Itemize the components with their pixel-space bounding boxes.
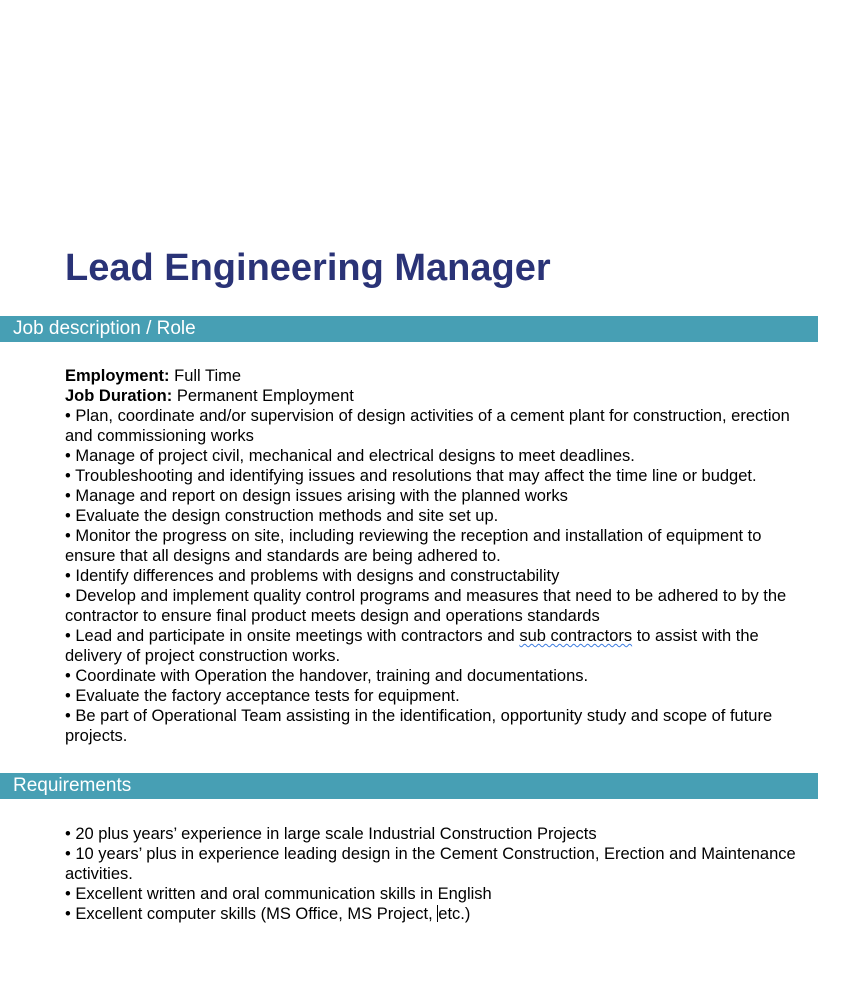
bullet-glyph: • (65, 587, 71, 605)
bullet-item[interactable] (65, 706, 810, 746)
bullet-text: Troubleshooting and identifying issues and resolutions that may affect the time line or budget. (75, 467, 757, 485)
section-header-requirements[interactable]: Requirements (0, 773, 818, 799)
bullet-text: Identify differences and problems with designs and constructability (75, 567, 560, 585)
bullet-glyph: • (65, 447, 71, 465)
bullet-glyph: • (65, 687, 71, 705)
bullet-text: Develop and implement quality control programs and measures that need to be adhered to by the contractor to ensure final product meets design and operations standards (65, 587, 787, 625)
bullet-glyph: • (65, 825, 71, 843)
section-header-job-description[interactable]: Job description / Role (0, 316, 818, 342)
bullet-text: Plan, coordinate and/or supervision of design activities of a cement plant for construction, erection and commissioning works (65, 407, 790, 445)
bullet-glyph: • (65, 707, 71, 725)
bullet-glyph: • (65, 885, 71, 903)
bullet-item[interactable] (65, 904, 810, 924)
bullet-text: 20 plus years’ experience in large scale Industrial Construction Projects (75, 825, 597, 843)
bullet-item[interactable] (65, 446, 810, 466)
bullet-glyph: • (65, 407, 71, 425)
bullet-item[interactable] (65, 824, 810, 844)
bullet-item[interactable] (65, 466, 810, 486)
bullet-item[interactable] (65, 586, 810, 626)
bullet-glyph: • (65, 567, 71, 585)
bullet-text: Evaluate the design construction methods and site set up. (75, 507, 499, 525)
bullet-text-pre: Lead and participate in onsite meetings with contractors and (75, 627, 520, 645)
bullet-item[interactable] (65, 406, 810, 446)
bullet-item[interactable] (65, 844, 810, 884)
field-job-duration[interactable] (65, 386, 810, 406)
bullet-glyph: • (65, 667, 71, 685)
bullet-text: Manage and report on design issues arising with the planned works (75, 487, 568, 505)
bullet-item[interactable] (65, 526, 810, 566)
bullet-item[interactable] (65, 884, 810, 904)
bullet-text: Manage of project civil, mechanical and electrical designs to meet deadlines. (75, 447, 635, 465)
bullet-glyph: • (65, 507, 71, 525)
requirements-body (65, 824, 810, 924)
bullet-glyph: • (65, 527, 71, 545)
bullet-item[interactable] (65, 486, 810, 506)
bullet-glyph: • (65, 487, 71, 505)
bullet-glyph: • (65, 905, 71, 923)
bullet-item[interactable] (65, 626, 810, 666)
bullet-text-pre: Excellent computer skills (MS Office, MS Project, (75, 905, 438, 923)
bullet-item[interactable] (65, 566, 810, 586)
bullet-text-post: etc.) (438, 905, 471, 923)
bullet-item[interactable] (65, 686, 810, 706)
field-label-job-duration: Job Duration: (65, 387, 173, 405)
field-employment[interactable] (65, 366, 810, 386)
job-description-body (65, 366, 810, 746)
bullet-text: 10 years’ plus in experience leading design in the Cement Construction, Erection and Maintenance activities. (65, 845, 796, 883)
bullet-text: Excellent written and oral communication skills in English (75, 885, 492, 903)
bullet-text: Evaluate the factory acceptance tests for equipment. (75, 687, 460, 705)
bullet-text: Monitor the progress on site, including reviewing the reception and installation of equipment to ensure that all designs and standards are being adhered to. (65, 527, 762, 565)
bullet-item[interactable] (65, 506, 810, 526)
field-label-employment: Employment: (65, 367, 170, 385)
bullet-text-post: to assist with the delivery of project construction works. (65, 627, 759, 665)
bullet-text: Be part of Operational Team assisting in the identification, opportunity study and scope of future projects. (65, 707, 773, 745)
bullet-text: Coordinate with Operation the handover, training and documentations. (75, 667, 589, 685)
page-title[interactable]: Lead Engineering Manager (65, 247, 551, 289)
bullet-item[interactable] (65, 666, 810, 686)
bullet-glyph: • (65, 467, 71, 485)
field-value-employment: Full Time (174, 367, 242, 385)
bullet-glyph: • (65, 627, 71, 645)
misspelled-text: sub contractors (519, 627, 633, 645)
field-value-job-duration: Permanent Employment (176, 387, 354, 405)
bullet-glyph: • (65, 845, 71, 863)
